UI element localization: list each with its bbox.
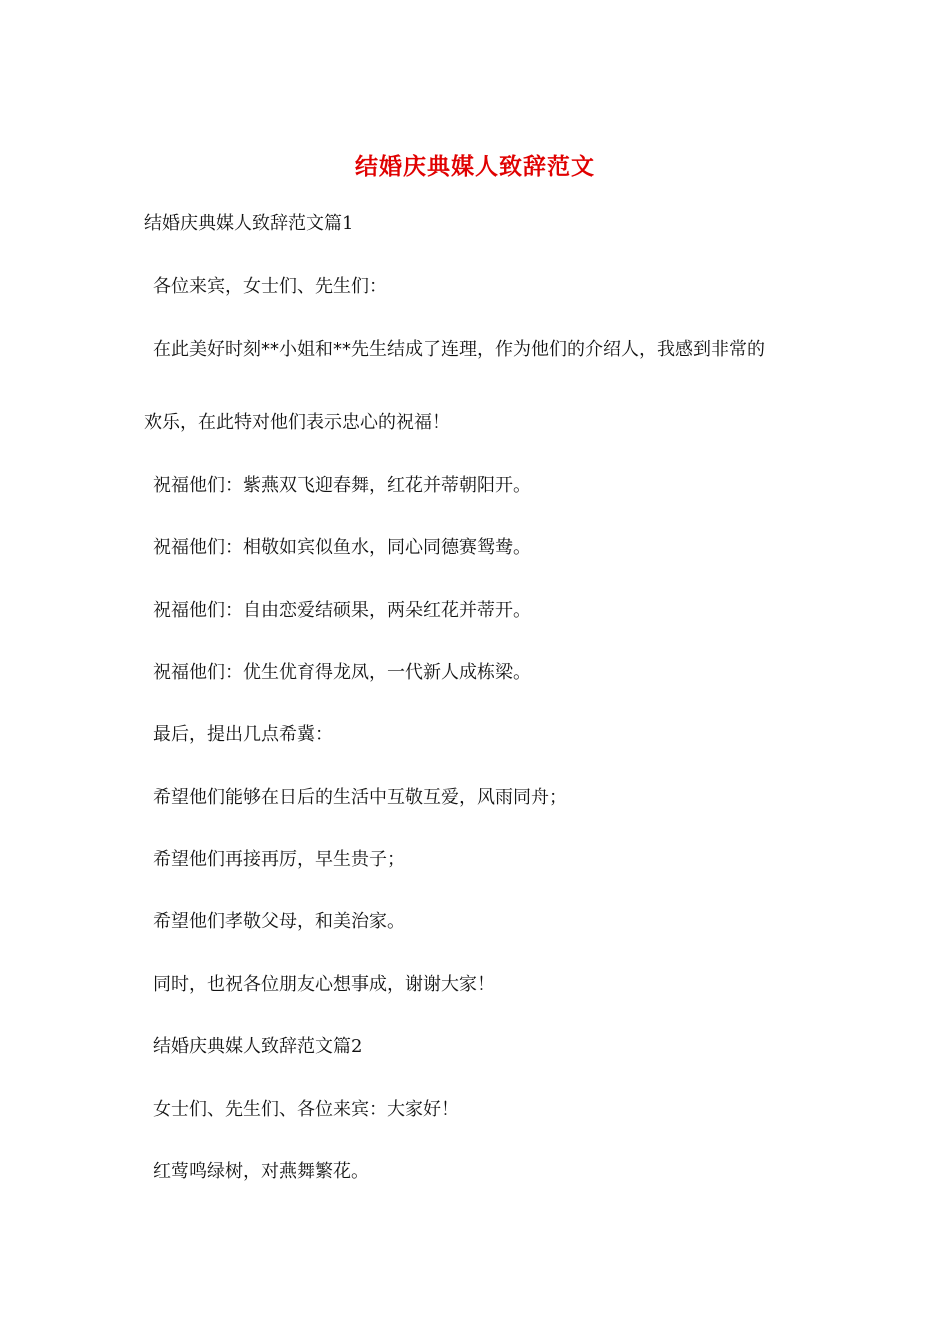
document-title: 结婚庆典媒人致辞范文 (355, 153, 595, 180)
paragraph-line: 在此美好时刻**小姐和**先生结成了连理，作为他们的介绍人，我感到非常的 (153, 339, 765, 360)
paragraph-line: 祝福他们：自由恋爱结硕果，两朵红花并蒂开。 (153, 600, 531, 621)
paragraph-line: 最后，提出几点希冀： (153, 724, 333, 745)
paragraph-line: 各位来宾，女士们、先生们： (153, 276, 387, 297)
paragraph-line: 祝福他们：相敬如宾似鱼水，同心同德赛鸳鸯。 (153, 537, 531, 558)
paragraph-line: 祝福他们：紫燕双飞迎春舞，红花并蒂朝阳开。 (153, 475, 531, 496)
paragraph-line: 欢乐，在此特对他们表示忠心的祝福！ (144, 412, 450, 433)
paragraph-line: 同时，也祝各位朋友心想事成，谢谢大家！ (153, 974, 495, 995)
paragraph-line: 女士们、先生们、各位来宾：大家好！ (153, 1099, 459, 1120)
paragraph-line: 祝福他们：优生优育得龙凤，一代新人成栋梁。 (153, 662, 531, 683)
paragraph-line: 希望他们能够在日后的生活中互敬互爱，风雨同舟； (153, 787, 567, 808)
paragraph-line: 希望他们孝敬父母，和美治家。 (153, 911, 405, 932)
paragraph-line: 红莺鸣绿树，对燕舞繁花。 (153, 1161, 369, 1182)
section-heading-2: 结婚庆典媒人致辞范文篇2 (153, 1036, 363, 1057)
section-heading-1: 结婚庆典媒人致辞范文篇1 (144, 213, 354, 234)
paragraph-line: 希望他们再接再厉，早生贵子； (153, 849, 405, 870)
